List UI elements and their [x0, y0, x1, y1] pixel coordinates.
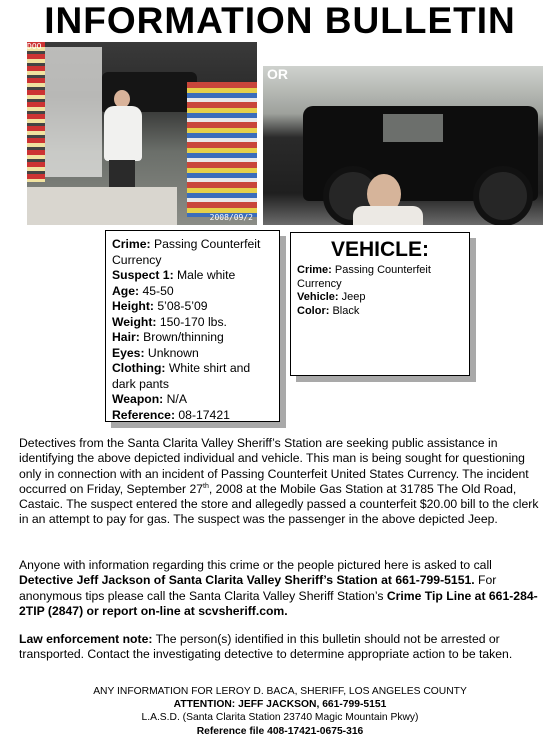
crime-row	[112, 237, 274, 268]
age-value: 45-50	[142, 283, 174, 298]
vehicle-crime-value: Passing Counterfeit Currency	[297, 264, 431, 290]
vehicle-type-value: Jeep	[341, 291, 366, 303]
clothing-value: White shirt and dark pants	[112, 361, 251, 391]
contact-text-1: Anyone with information regarding this crime or the people pictured here is asked to call	[19, 558, 492, 572]
left-shelf	[27, 42, 45, 182]
footer-attention: ATTENTION: JEFF JACKSON, 661-799-5151	[173, 699, 387, 710]
vehicle-color-label: Color:	[297, 304, 330, 317]
vehicle-heading: VEHICLE:	[330, 238, 429, 261]
weapon-row	[112, 392, 274, 408]
photo-overlay-text: DOO	[27, 42, 42, 51]
vehicle-color-row	[297, 305, 463, 319]
vehicle-color-value: Black	[332, 304, 360, 317]
footer-address: L.A.S.D. (Santa Clarita Station 23740 Magic Mountain Pkwy)	[141, 712, 419, 723]
store-counter	[27, 187, 177, 225]
suspect-label: Suspect 1:	[112, 268, 174, 282]
incident-text-2: , 2008 at the Mobile Gas Station at 31785 The Old Road, Castaic. The suspect entered the store and allegedly passed a counterfeit $20.00 bill to the clerk in an attempt to pay for gas. The suspect was the passenger in the above depicted Jeep.	[19, 481, 539, 527]
jeep-rear-tire	[473, 166, 533, 225]
date-suffix: th	[203, 482, 209, 490]
contact-paragraph	[19, 558, 547, 619]
incident-text-1: Detectives from the Santa Clarita Valley Sheriff’s Station are seeking public assistance in identifying the above depicted individual and vehicle. This man is being sought for questioning only in connection with an incident of Passing Counterfeit United States Currency. The incident occurred on Friday, September 27	[19, 436, 529, 496]
clothing-label: Clothing:	[112, 361, 166, 375]
suspect-details-box	[105, 230, 280, 422]
surveillance-photo-jeep	[263, 66, 543, 225]
crime-label: Crime:	[112, 237, 151, 251]
weight-label: Weight:	[112, 314, 157, 329]
suspect-row	[112, 268, 274, 284]
station-sign: OR	[267, 66, 288, 82]
law-note-text: The person(s) identified in this bulletin should not be arrested or transported. Contact the investigating detective to determine appropriate action to be taken.	[19, 632, 513, 662]
suspect-pants	[109, 160, 135, 190]
weapon-label: Weapon:	[112, 392, 164, 406]
footer-reference: Reference file 408-17421-0675-316	[196, 726, 364, 737]
law-enforcement-note	[19, 632, 547, 663]
vehicle-crime-label: Crime:	[297, 264, 332, 276]
suspect-shirt	[104, 106, 142, 161]
reference-value: 08-17421	[178, 407, 230, 422]
tip-line: Crime Tip Line at 661-284-2TIP (2847) or report on-line at scvsheriff.com.	[19, 588, 538, 618]
age-row	[112, 284, 274, 300]
reference-label: Reference:	[112, 407, 175, 422]
suspect-shirt-closeup	[353, 206, 423, 225]
eyes-label: Eyes:	[112, 345, 145, 360]
law-note-label: Law enforcement note:	[19, 632, 153, 646]
footer-line-1: ANY INFORMATION FOR LEROY D. BACA, SHERIFF, LOS ANGELES COUNTY	[93, 686, 467, 697]
crime-value: Passing Counterfeit Currency	[112, 237, 261, 267]
contact-text-2: For anonymous tips please call the Santa Clarita Valley Sheriff Station’s	[19, 573, 497, 603]
bulletin-title: INFORMATION BULLETIN	[44, 0, 516, 41]
vehicle-crime-row	[297, 264, 463, 291]
incident-paragraph	[19, 436, 547, 528]
vehicle-type-row	[297, 291, 463, 305]
jeep-window	[383, 114, 443, 142]
hair-value: Brown/thinning	[143, 330, 224, 344]
height-value: 5’08-5’09	[157, 299, 208, 313]
reference-row	[112, 408, 274, 424]
surveillance-photo-store	[27, 42, 257, 225]
height-row	[112, 299, 274, 315]
eyes-row	[112, 346, 274, 362]
weight-value: 150-170 lbs.	[159, 314, 227, 329]
vehicle-details-box	[290, 232, 470, 376]
photo-timestamp: 2008/09/2	[209, 213, 253, 222]
weapon-value: N/A	[166, 392, 187, 406]
suspect-value: Male white	[177, 268, 236, 282]
vehicle-type-label: Vehicle:	[297, 291, 339, 303]
age-label: Age:	[112, 283, 140, 298]
hair-label: Hair:	[112, 330, 140, 344]
clothing-row	[112, 361, 274, 392]
hair-row	[112, 330, 274, 346]
merchandise-shelf	[187, 82, 257, 217]
detective-contact: Detective Jeff Jackson of Santa Clarita Valley Sheriff’s Station at 661-799-5151.	[19, 573, 475, 588]
height-label: Height:	[112, 299, 154, 313]
weight-row	[112, 315, 274, 331]
eyes-value: Unknown	[147, 345, 199, 360]
